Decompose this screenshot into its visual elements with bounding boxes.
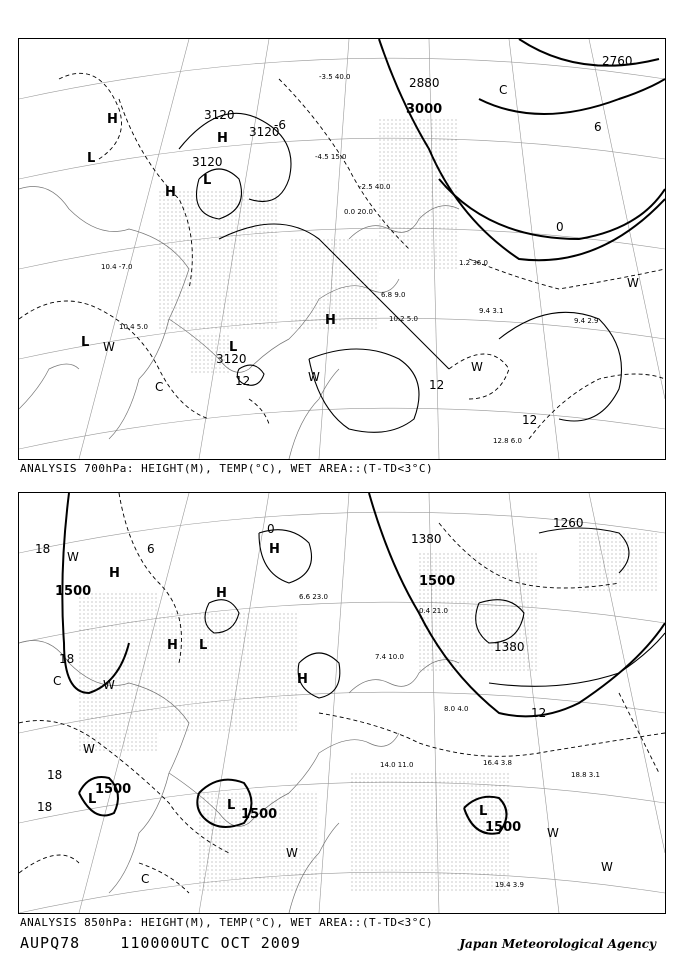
station-700-1: -3.5 40.0 [319,73,351,81]
chart-code-and-time: AUPQ78 110000UTC OCT 2009 [20,934,301,952]
height-label-700-5: 3000 [406,102,443,117]
height-label-850-7: 1380 [494,640,525,654]
map-700-canvas [19,39,665,459]
height-label-850-1: 1500 [55,584,92,599]
station-700-10: 10.4 5.0 [119,323,148,331]
center-700-12: W [627,276,639,290]
station-700-8: 9.4 2.9 [574,317,599,325]
station-850-3: 19.4 3.9 [495,881,524,889]
wet-area-850 [79,533,659,893]
temp-label-700-5: 12 [429,378,445,392]
center-850-4: H [167,638,178,653]
center-700-5: L [203,173,212,188]
center-700-13: C [499,83,508,97]
station-700-7: 9.4 3.1 [479,307,504,315]
center-700-10: W [308,370,320,384]
station-850-7: 0.4 21.0 [419,607,448,615]
center-850-5: H [297,672,308,687]
center-850-15: W [601,860,613,874]
agency-name: Japan Meteorological Agency [459,937,656,951]
center-700-9: W [103,340,115,354]
temp-label-850-8: C [53,674,62,688]
temp-label-700-3: 6 [594,120,602,134]
center-850-9: L [479,804,488,819]
center-700-1: H [107,112,118,127]
temp-label-850-5: 12 [531,706,547,720]
temp-label-850-1: 18 [35,542,51,556]
temp-label-850-7: 0 [267,522,275,536]
temp-label-700-4: 12 [235,374,251,388]
caption-850hpa: ANALYSIS 850hPa: HEIGHT(M), TEMP(°C), WET AREA::(T-TD<3°C) [20,916,434,929]
height-label-850-4: 1500 [485,820,522,835]
center-700-2: H [217,131,228,146]
temp-label-700-6: 12 [522,413,538,427]
height-label-850-3: 1500 [241,807,278,822]
temp-label-700-2: 0 [556,220,564,234]
height-label-850-2: 1500 [95,782,132,797]
station-700-3: -2.5 40.0 [359,183,391,191]
height-label-850-8: 1260 [553,516,584,530]
center-700-8: H [325,313,336,328]
center-700-4: L [87,151,96,166]
center-700-3: H [165,185,176,200]
station-700-9: 10.4 -7.0 [101,263,133,271]
temp-label-850-6: 6 [147,542,155,556]
station-850-6: 8.0 4.0 [444,705,469,713]
height-label-700-1: 3120 [204,108,235,122]
center-850-11: W [103,678,115,692]
station-700-12: 1.2 36.0 [459,259,488,267]
height-label-700-6: 2880 [409,76,440,90]
temp-label-850-2: 18 [59,652,75,666]
height-label-700-7: 2760 [602,54,633,68]
map-850-canvas [19,493,665,913]
station-700-11: 12.8 6.0 [493,437,522,445]
center-850-13: W [286,846,298,860]
height-label-850-5: 1500 [419,574,456,589]
station-850-2: 18.8 3.1 [571,771,600,779]
temp-label-850-3: 18 [47,768,63,782]
analysis-700hpa-map [18,38,666,460]
analysis-850hpa-map [18,492,666,914]
center-700-7: L [229,340,238,355]
center-850-3: H [216,586,227,601]
center-850-10: W [67,550,79,564]
station-700-5: 10.2 5.0 [389,315,418,323]
temp-label-700-7: C [155,380,164,394]
center-850-6: L [199,638,208,653]
height-label-850-6: 1380 [411,532,442,546]
center-700-6: L [81,335,90,350]
temp-label-850-9: C [141,872,150,886]
temp-label-850-4: 18 [37,800,53,814]
center-850-7: L [88,792,97,807]
station-850-1: 16.4 3.8 [483,759,512,767]
station-700-6: 6.8 9.0 [381,291,406,299]
station-850-5: 7.4 10.0 [375,653,404,661]
center-850-8: L [227,798,236,813]
station-700-2: -4.5 15.0 [315,153,347,161]
station-850-4: 14.0 11.0 [380,761,414,769]
station-850-8: 6.6 23.0 [299,593,328,601]
temp-label-700-1: -6 [274,118,286,132]
center-850-1: H [109,566,120,581]
caption-700hpa: ANALYSIS 700hPa: HEIGHT(M), TEMP(°C), WET AREA::(T-TD<3°C) [20,462,434,475]
height-label-700-4: 3120 [216,352,247,366]
center-850-14: W [547,826,559,840]
center-850-12: W [83,742,95,756]
center-700-11: W [471,360,483,374]
height-label-700-3: 3120 [192,155,223,169]
center-850-2: H [269,542,280,557]
height-label-700-2: 3120 [249,125,280,139]
station-700-4: 0.0 20.0 [344,208,373,216]
